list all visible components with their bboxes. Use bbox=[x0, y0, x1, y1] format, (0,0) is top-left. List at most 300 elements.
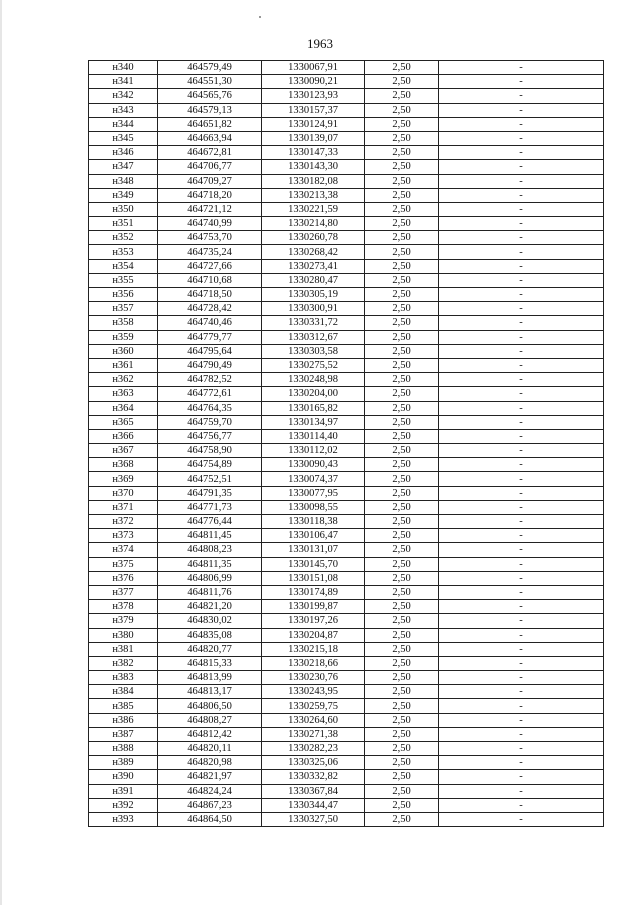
y-coordinate-cell: 1330112,02 bbox=[262, 444, 365, 458]
error-cell: 2,50 bbox=[365, 188, 439, 202]
x-coordinate-cell: 464663,94 bbox=[158, 131, 262, 145]
table-row bbox=[89, 557, 604, 571]
y-coordinate-cell: 1330312,67 bbox=[262, 330, 365, 344]
x-coordinate-cell: 464864,50 bbox=[158, 812, 262, 826]
x-coordinate-cell: 464710,68 bbox=[158, 273, 262, 287]
table-row bbox=[89, 358, 604, 372]
error-cell: 2,50 bbox=[365, 671, 439, 685]
error-cell: 2,50 bbox=[365, 557, 439, 571]
table-row bbox=[89, 302, 604, 316]
x-coordinate-cell: 464821,20 bbox=[158, 600, 262, 614]
x-coordinate-cell: 464811,45 bbox=[158, 529, 262, 543]
x-coordinate-cell: 464771,73 bbox=[158, 500, 262, 514]
x-coordinate-cell: 464815,33 bbox=[158, 656, 262, 670]
x-coordinate-cell: 464813,99 bbox=[158, 671, 262, 685]
error-cell: 2,50 bbox=[365, 770, 439, 784]
y-coordinate-cell: 1330174,89 bbox=[262, 585, 365, 599]
y-coordinate-cell: 1330367,84 bbox=[262, 784, 365, 798]
x-coordinate-cell: 464820,77 bbox=[158, 642, 262, 656]
x-coordinate-cell: 464752,51 bbox=[158, 472, 262, 486]
error-cell: 2,50 bbox=[365, 742, 439, 756]
point-id-cell: н353 bbox=[89, 245, 158, 259]
y-coordinate-cell: 1330332,82 bbox=[262, 770, 365, 784]
table-row bbox=[89, 742, 604, 756]
error-cell: 2,50 bbox=[365, 713, 439, 727]
point-id-cell: н390 bbox=[89, 770, 158, 784]
y-coordinate-cell: 1330134,97 bbox=[262, 415, 365, 429]
error-cell: 2,50 bbox=[365, 117, 439, 131]
table-row bbox=[89, 330, 604, 344]
point-id-cell: н361 bbox=[89, 358, 158, 372]
error-cell: 2,50 bbox=[365, 429, 439, 443]
error-cell: 2,50 bbox=[365, 288, 439, 302]
error-cell: 2,50 bbox=[365, 373, 439, 387]
point-id-cell: н349 bbox=[89, 188, 158, 202]
error-cell: 2,50 bbox=[365, 273, 439, 287]
y-coordinate-cell: 1330074,37 bbox=[262, 472, 365, 486]
point-id-cell: н356 bbox=[89, 288, 158, 302]
point-id-cell: н354 bbox=[89, 259, 158, 273]
error-cell: 2,50 bbox=[365, 103, 439, 117]
y-coordinate-cell: 1330182,08 bbox=[262, 174, 365, 188]
point-id-cell: н345 bbox=[89, 131, 158, 145]
error-cell: 2,50 bbox=[365, 642, 439, 656]
x-coordinate-cell: 464811,35 bbox=[158, 557, 262, 571]
note-cell: - bbox=[439, 614, 604, 628]
point-id-cell: н363 bbox=[89, 387, 158, 401]
table-row bbox=[89, 444, 604, 458]
table-row bbox=[89, 486, 604, 500]
x-coordinate-cell: 464579,49 bbox=[158, 61, 262, 75]
note-cell: - bbox=[439, 784, 604, 798]
x-coordinate-cell: 464813,17 bbox=[158, 685, 262, 699]
table-row bbox=[89, 472, 604, 486]
error-cell: 2,50 bbox=[365, 543, 439, 557]
y-coordinate-cell: 1330300,91 bbox=[262, 302, 365, 316]
note-cell: - bbox=[439, 373, 604, 387]
x-coordinate-cell: 464718,20 bbox=[158, 188, 262, 202]
y-coordinate-cell: 1330303,58 bbox=[262, 344, 365, 358]
table-row bbox=[89, 600, 604, 614]
note-cell: - bbox=[439, 401, 604, 415]
note-cell: - bbox=[439, 75, 604, 89]
x-coordinate-cell: 464672,81 bbox=[158, 146, 262, 160]
error-cell: 2,50 bbox=[365, 529, 439, 543]
note-cell: - bbox=[439, 571, 604, 585]
error-cell: 2,50 bbox=[365, 415, 439, 429]
coordinates-table-body bbox=[89, 61, 604, 827]
y-coordinate-cell: 1330325,06 bbox=[262, 756, 365, 770]
note-cell: - bbox=[439, 61, 604, 75]
y-coordinate-cell: 1330123,93 bbox=[262, 89, 365, 103]
error-cell: 2,50 bbox=[365, 75, 439, 89]
table-row bbox=[89, 245, 604, 259]
table-row bbox=[89, 727, 604, 741]
table-row bbox=[89, 288, 604, 302]
note-cell: - bbox=[439, 231, 604, 245]
error-cell: 2,50 bbox=[365, 685, 439, 699]
y-coordinate-cell: 1330213,38 bbox=[262, 188, 365, 202]
point-id-cell: н392 bbox=[89, 798, 158, 812]
point-id-cell: н388 bbox=[89, 742, 158, 756]
note-cell: - bbox=[439, 685, 604, 699]
table-row bbox=[89, 585, 604, 599]
y-coordinate-cell: 1330147,33 bbox=[262, 146, 365, 160]
y-coordinate-cell: 1330131,07 bbox=[262, 543, 365, 557]
error-cell: 2,50 bbox=[365, 131, 439, 145]
x-coordinate-cell: 464758,90 bbox=[158, 444, 262, 458]
point-id-cell: н346 bbox=[89, 146, 158, 160]
point-id-cell: н350 bbox=[89, 202, 158, 216]
y-coordinate-cell: 1330264,60 bbox=[262, 713, 365, 727]
note-cell: - bbox=[439, 202, 604, 216]
note-cell: - bbox=[439, 415, 604, 429]
table-row bbox=[89, 458, 604, 472]
table-row bbox=[89, 231, 604, 245]
x-coordinate-cell: 464790,49 bbox=[158, 358, 262, 372]
table-row bbox=[89, 273, 604, 287]
note-cell: - bbox=[439, 770, 604, 784]
error-cell: 2,50 bbox=[365, 231, 439, 245]
x-coordinate-cell: 464795,64 bbox=[158, 344, 262, 358]
note-cell: - bbox=[439, 358, 604, 372]
x-coordinate-cell: 464791,35 bbox=[158, 486, 262, 500]
x-coordinate-cell: 464808,23 bbox=[158, 543, 262, 557]
table-row bbox=[89, 174, 604, 188]
table-row bbox=[89, 500, 604, 514]
error-cell: 2,50 bbox=[365, 316, 439, 330]
y-coordinate-cell: 1330204,00 bbox=[262, 387, 365, 401]
point-id-cell: н366 bbox=[89, 429, 158, 443]
point-id-cell: н358 bbox=[89, 316, 158, 330]
note-cell: - bbox=[439, 671, 604, 685]
table-row bbox=[89, 387, 604, 401]
y-coordinate-cell: 1330165,82 bbox=[262, 401, 365, 415]
error-cell: 2,50 bbox=[365, 444, 439, 458]
note-cell: - bbox=[439, 387, 604, 401]
y-coordinate-cell: 1330221,59 bbox=[262, 202, 365, 216]
table-row bbox=[89, 798, 604, 812]
table-row bbox=[89, 89, 604, 103]
note-cell: - bbox=[439, 515, 604, 529]
y-coordinate-cell: 1330260,78 bbox=[262, 231, 365, 245]
x-coordinate-cell: 464651,82 bbox=[158, 117, 262, 131]
y-coordinate-cell: 1330280,47 bbox=[262, 273, 365, 287]
table-row bbox=[89, 656, 604, 670]
table-row bbox=[89, 699, 604, 713]
error-cell: 2,50 bbox=[365, 656, 439, 670]
note-cell: - bbox=[439, 89, 604, 103]
note-cell: - bbox=[439, 458, 604, 472]
error-cell: 2,50 bbox=[365, 174, 439, 188]
error-cell: 2,50 bbox=[365, 245, 439, 259]
error-cell: 2,50 bbox=[365, 259, 439, 273]
point-id-cell: н370 bbox=[89, 486, 158, 500]
error-cell: 2,50 bbox=[365, 344, 439, 358]
note-cell: - bbox=[439, 288, 604, 302]
note-cell: - bbox=[439, 302, 604, 316]
y-coordinate-cell: 1330271,38 bbox=[262, 727, 365, 741]
x-coordinate-cell: 464579,13 bbox=[158, 103, 262, 117]
table-row bbox=[89, 415, 604, 429]
table-row bbox=[89, 571, 604, 585]
y-coordinate-cell: 1330157,37 bbox=[262, 103, 365, 117]
table-row bbox=[89, 103, 604, 117]
y-coordinate-cell: 1330204,87 bbox=[262, 628, 365, 642]
point-id-cell: н368 bbox=[89, 458, 158, 472]
y-coordinate-cell: 1330077,95 bbox=[262, 486, 365, 500]
point-id-cell: н375 bbox=[89, 557, 158, 571]
table-row bbox=[89, 344, 604, 358]
error-cell: 2,50 bbox=[365, 358, 439, 372]
error-cell: 2,50 bbox=[365, 571, 439, 585]
x-coordinate-cell: 464821,97 bbox=[158, 770, 262, 784]
table-row bbox=[89, 373, 604, 387]
point-id-cell: н383 bbox=[89, 671, 158, 685]
y-coordinate-cell: 1330143,30 bbox=[262, 160, 365, 174]
point-id-cell: н351 bbox=[89, 217, 158, 231]
scan-dot bbox=[259, 16, 261, 18]
table-row bbox=[89, 401, 604, 415]
table-row bbox=[89, 429, 604, 443]
x-coordinate-cell: 464718,50 bbox=[158, 288, 262, 302]
error-cell: 2,50 bbox=[365, 727, 439, 741]
point-id-cell: н367 bbox=[89, 444, 158, 458]
error-cell: 2,50 bbox=[365, 330, 439, 344]
x-coordinate-cell: 464830,02 bbox=[158, 614, 262, 628]
point-id-cell: н381 bbox=[89, 642, 158, 656]
point-id-cell: н355 bbox=[89, 273, 158, 287]
point-id-cell: н347 bbox=[89, 160, 158, 174]
table-row bbox=[89, 671, 604, 685]
point-id-cell: н340 bbox=[89, 61, 158, 75]
table-row bbox=[89, 770, 604, 784]
x-coordinate-cell: 464735,24 bbox=[158, 245, 262, 259]
table-row bbox=[89, 784, 604, 798]
note-cell: - bbox=[439, 557, 604, 571]
table-row bbox=[89, 642, 604, 656]
error-cell: 2,50 bbox=[365, 756, 439, 770]
point-id-cell: н389 bbox=[89, 756, 158, 770]
point-id-cell: н382 bbox=[89, 656, 158, 670]
error-cell: 2,50 bbox=[365, 401, 439, 415]
error-cell: 2,50 bbox=[365, 202, 439, 216]
x-coordinate-cell: 464551,30 bbox=[158, 75, 262, 89]
point-id-cell: н391 bbox=[89, 784, 158, 798]
y-coordinate-cell: 1330243,95 bbox=[262, 685, 365, 699]
table-row bbox=[89, 160, 604, 174]
error-cell: 2,50 bbox=[365, 61, 439, 75]
y-coordinate-cell: 1330214,80 bbox=[262, 217, 365, 231]
x-coordinate-cell: 464812,42 bbox=[158, 727, 262, 741]
page-left-edge bbox=[0, 0, 2, 905]
point-id-cell: н359 bbox=[89, 330, 158, 344]
point-id-cell: н373 bbox=[89, 529, 158, 543]
note-cell: - bbox=[439, 529, 604, 543]
table-row bbox=[89, 131, 604, 145]
note-cell: - bbox=[439, 259, 604, 273]
note-cell: - bbox=[439, 444, 604, 458]
y-coordinate-cell: 1330199,87 bbox=[262, 600, 365, 614]
error-cell: 2,50 bbox=[365, 458, 439, 472]
table-row bbox=[89, 812, 604, 826]
note-cell: - bbox=[439, 543, 604, 557]
error-cell: 2,50 bbox=[365, 217, 439, 231]
table-row bbox=[89, 188, 604, 202]
note-cell: - bbox=[439, 500, 604, 514]
error-cell: 2,50 bbox=[365, 699, 439, 713]
y-coordinate-cell: 1330106,47 bbox=[262, 529, 365, 543]
error-cell: 2,50 bbox=[365, 585, 439, 599]
table-row bbox=[89, 117, 604, 131]
note-cell: - bbox=[439, 642, 604, 656]
note-cell: - bbox=[439, 160, 604, 174]
x-coordinate-cell: 464808,27 bbox=[158, 713, 262, 727]
y-coordinate-cell: 1330067,91 bbox=[262, 61, 365, 75]
y-coordinate-cell: 1330090,21 bbox=[262, 75, 365, 89]
table-row bbox=[89, 713, 604, 727]
y-coordinate-cell: 1330331,72 bbox=[262, 316, 365, 330]
y-coordinate-cell: 1330098,55 bbox=[262, 500, 365, 514]
point-id-cell: н362 bbox=[89, 373, 158, 387]
y-coordinate-cell: 1330305,19 bbox=[262, 288, 365, 302]
y-coordinate-cell: 1330145,70 bbox=[262, 557, 365, 571]
y-coordinate-cell: 1330139,07 bbox=[262, 131, 365, 145]
y-coordinate-cell: 1330218,66 bbox=[262, 656, 365, 670]
error-cell: 2,50 bbox=[365, 784, 439, 798]
error-cell: 2,50 bbox=[365, 302, 439, 316]
table-row bbox=[89, 202, 604, 216]
point-id-cell: н344 bbox=[89, 117, 158, 131]
point-id-cell: н369 bbox=[89, 472, 158, 486]
note-cell: - bbox=[439, 812, 604, 826]
note-cell: - bbox=[439, 131, 604, 145]
note-cell: - bbox=[439, 344, 604, 358]
x-coordinate-cell: 464820,98 bbox=[158, 756, 262, 770]
x-coordinate-cell: 464721,12 bbox=[158, 202, 262, 216]
x-coordinate-cell: 464764,35 bbox=[158, 401, 262, 415]
x-coordinate-cell: 464772,61 bbox=[158, 387, 262, 401]
x-coordinate-cell: 464776,44 bbox=[158, 515, 262, 529]
point-id-cell: н357 bbox=[89, 302, 158, 316]
error-cell: 2,50 bbox=[365, 146, 439, 160]
y-coordinate-cell: 1330118,38 bbox=[262, 515, 365, 529]
error-cell: 2,50 bbox=[365, 628, 439, 642]
point-id-cell: н360 bbox=[89, 344, 158, 358]
error-cell: 2,50 bbox=[365, 614, 439, 628]
note-cell: - bbox=[439, 798, 604, 812]
note-cell: - bbox=[439, 146, 604, 160]
x-coordinate-cell: 464727,66 bbox=[158, 259, 262, 273]
note-cell: - bbox=[439, 742, 604, 756]
x-coordinate-cell: 464754,89 bbox=[158, 458, 262, 472]
error-cell: 2,50 bbox=[365, 600, 439, 614]
y-coordinate-cell: 1330090,43 bbox=[262, 458, 365, 472]
error-cell: 2,50 bbox=[365, 160, 439, 174]
x-coordinate-cell: 464759,70 bbox=[158, 415, 262, 429]
point-id-cell: н377 bbox=[89, 585, 158, 599]
point-id-cell: н341 bbox=[89, 75, 158, 89]
y-coordinate-cell: 1330151,08 bbox=[262, 571, 365, 585]
point-id-cell: н352 bbox=[89, 231, 158, 245]
point-id-cell: н384 bbox=[89, 685, 158, 699]
y-coordinate-cell: 1330114,40 bbox=[262, 429, 365, 443]
x-coordinate-cell: 464779,77 bbox=[158, 330, 262, 344]
x-coordinate-cell: 464753,70 bbox=[158, 231, 262, 245]
error-cell: 2,50 bbox=[365, 89, 439, 103]
table-row bbox=[89, 259, 604, 273]
coordinates-table bbox=[88, 60, 604, 827]
y-coordinate-cell: 1330327,50 bbox=[262, 812, 365, 826]
error-cell: 2,50 bbox=[365, 500, 439, 514]
x-coordinate-cell: 464782,52 bbox=[158, 373, 262, 387]
x-coordinate-cell: 464820,11 bbox=[158, 742, 262, 756]
point-id-cell: н343 bbox=[89, 103, 158, 117]
note-cell: - bbox=[439, 330, 604, 344]
error-cell: 2,50 bbox=[365, 798, 439, 812]
y-coordinate-cell: 1330275,52 bbox=[262, 358, 365, 372]
x-coordinate-cell: 464756,77 bbox=[158, 429, 262, 443]
note-cell: - bbox=[439, 316, 604, 330]
y-coordinate-cell: 1330230,76 bbox=[262, 671, 365, 685]
x-coordinate-cell: 464709,27 bbox=[158, 174, 262, 188]
note-cell: - bbox=[439, 656, 604, 670]
note-cell: - bbox=[439, 188, 604, 202]
point-id-cell: н379 bbox=[89, 614, 158, 628]
table-row bbox=[89, 756, 604, 770]
table-row bbox=[89, 614, 604, 628]
table-row bbox=[89, 543, 604, 557]
y-coordinate-cell: 1330124,91 bbox=[262, 117, 365, 131]
point-id-cell: н387 bbox=[89, 727, 158, 741]
x-coordinate-cell: 464811,76 bbox=[158, 585, 262, 599]
table-row bbox=[89, 316, 604, 330]
point-id-cell: н372 bbox=[89, 515, 158, 529]
point-id-cell: н348 bbox=[89, 174, 158, 188]
point-id-cell: н385 bbox=[89, 699, 158, 713]
x-coordinate-cell: 464740,99 bbox=[158, 217, 262, 231]
note-cell: - bbox=[439, 699, 604, 713]
y-coordinate-cell: 1330248,98 bbox=[262, 373, 365, 387]
y-coordinate-cell: 1330197,26 bbox=[262, 614, 365, 628]
x-coordinate-cell: 464706,77 bbox=[158, 160, 262, 174]
x-coordinate-cell: 464806,99 bbox=[158, 571, 262, 585]
table-row bbox=[89, 75, 604, 89]
error-cell: 2,50 bbox=[365, 472, 439, 486]
point-id-cell: н364 bbox=[89, 401, 158, 415]
table-row bbox=[89, 515, 604, 529]
note-cell: - bbox=[439, 217, 604, 231]
error-cell: 2,50 bbox=[365, 515, 439, 529]
x-coordinate-cell: 464740,46 bbox=[158, 316, 262, 330]
page-number: 1963 bbox=[307, 36, 333, 51]
note-cell: - bbox=[439, 429, 604, 443]
table-row bbox=[89, 217, 604, 231]
error-cell: 2,50 bbox=[365, 812, 439, 826]
table-row bbox=[89, 529, 604, 543]
point-id-cell: н376 bbox=[89, 571, 158, 585]
point-id-cell: н380 bbox=[89, 628, 158, 642]
y-coordinate-cell: 1330268,42 bbox=[262, 245, 365, 259]
table-row bbox=[89, 146, 604, 160]
note-cell: - bbox=[439, 713, 604, 727]
note-cell: - bbox=[439, 245, 604, 259]
point-id-cell: н386 bbox=[89, 713, 158, 727]
x-coordinate-cell: 464867,23 bbox=[158, 798, 262, 812]
x-coordinate-cell: 464824,24 bbox=[158, 784, 262, 798]
x-coordinate-cell: 464565,76 bbox=[158, 89, 262, 103]
y-coordinate-cell: 1330282,23 bbox=[262, 742, 365, 756]
